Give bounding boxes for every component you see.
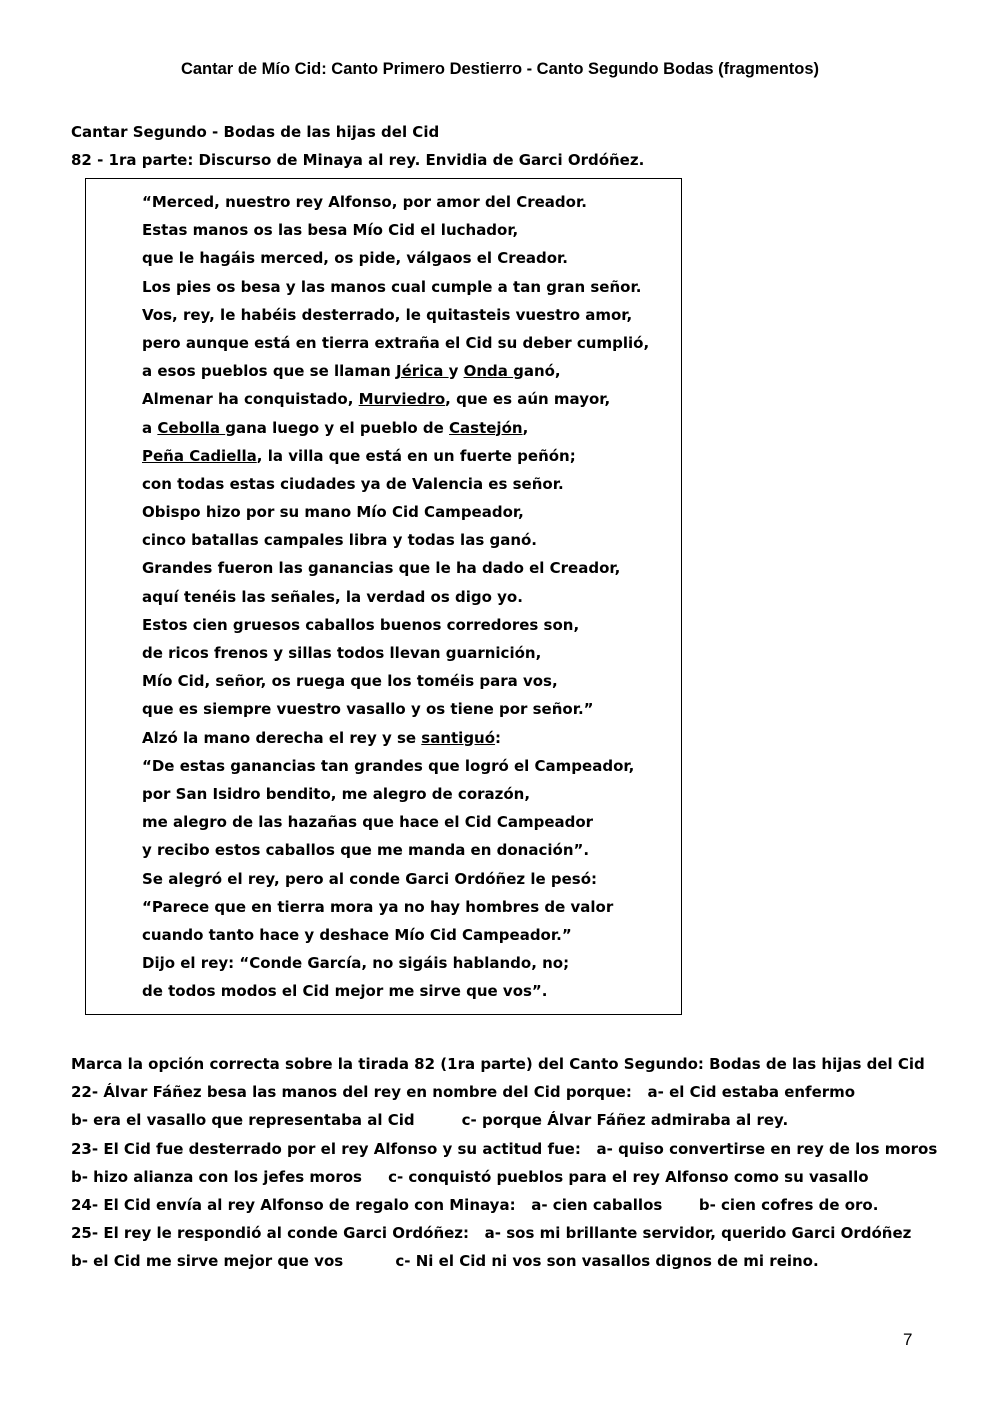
section-subtitle: 82 - 1ra parte: Discurso de Minaya al rey. Envidia de Garci Ordóñez.	[71, 151, 645, 169]
poem-verse	[142, 780, 649, 808]
verse-text: “Merced, nuestro rey Alfonso, por amor del Creador.	[142, 193, 587, 211]
poem-verse	[142, 808, 649, 836]
poem-verse	[142, 752, 649, 780]
underlined-place-name: Castejón	[449, 418, 523, 437]
verse-text: “De estas ganancias tan grandes que logró el Campeador,	[142, 756, 635, 775]
verse-text: que es siempre vuestro vasallo y os tiene por señor.”	[142, 700, 594, 719]
underlined-place-name: santiguó	[421, 728, 496, 747]
verse-text: y recibo estos caballos que me manda en donación”.	[142, 841, 590, 860]
question-line: 24- El Cid envía al rey Alfonso de regalo con Minaya: a- cien caballos b- cien cofres de oro.	[71, 1195, 879, 1214]
poem-verses	[142, 188, 649, 1005]
verse-text: Grandes fueron las ganancias que le ha dado el Creador,	[142, 559, 621, 578]
verse-text: “Parece que en tierra mora ya no hay hombres de valor	[142, 897, 614, 916]
verse-text: por San Isidro bendito, me alegro de corazón,	[142, 784, 531, 803]
verse-text: cuando tanto hace y deshace Mío Cid Campeador.”	[142, 925, 572, 944]
verse-text: ganó,	[513, 362, 561, 381]
verse-text: Obispo hizo por su mano Mío Cid Campeador,	[142, 503, 524, 522]
verse-text: gana luego y el pueblo de	[225, 418, 450, 437]
questions-block	[71, 1050, 937, 1276]
poem-verse	[142, 244, 649, 272]
question-line: 22- Álvar Fáñez besa las manos del rey en nombre del Cid porque: a- el Cid estaba enfermo	[71, 1083, 856, 1102]
poem-verse	[142, 526, 649, 554]
verse-text: Se alegró el rey, pero al conde Garci Ordóñez le pesó:	[142, 869, 598, 888]
question-line: 23- El Cid fue desterrado por el rey Alfonso y su actitud fue: a- quiso convertirse en rey de los moros	[71, 1139, 938, 1158]
question-line: b- el Cid me sirve mejor que vos c- Ni el Cid ni vos son vasallos dignos de mi reino.	[71, 1252, 819, 1271]
verse-text: pero aunque está en tierra extraña el Cid su deber cumplió,	[142, 333, 650, 352]
poem-verse	[142, 695, 649, 723]
verse-text: que le hagáis merced, os pide, válgaos el Creador.	[142, 249, 568, 268]
poem-verse	[142, 921, 649, 949]
poem-verse	[142, 667, 649, 695]
poem-verse	[142, 470, 649, 498]
verse-text: de todos modos el Cid mejor me sirve que vos”.	[142, 982, 548, 1001]
poem-verse	[142, 498, 649, 526]
verse-text: Dijo el rey: “Conde García, no sigáis hablando, no;	[142, 954, 570, 973]
section-title: Cantar Segundo - Bodas de las hijas del Cid	[71, 123, 440, 141]
question-line: b- hizo alianza con los jefes moros c- conquistó pueblos para el rey Alfonso como su vasallo	[71, 1167, 869, 1186]
poem-verse	[142, 385, 649, 413]
page-header: Cantar de Mío Cid: Canto Primero Destierro - Canto Segundo Bodas (fragmentos)	[180, 60, 820, 78]
poem-verse	[142, 414, 649, 442]
verse-text: de ricos frenos y sillas todos llevan guarnición,	[142, 644, 542, 662]
verse-text: Almenar ha conquistado,	[142, 390, 359, 409]
verse-text: Estos cien gruesos caballos buenos corredores son,	[142, 615, 580, 634]
verse-text: Estas manos os las besa Mío Cid el luchador,	[142, 221, 519, 240]
poem-verse	[142, 301, 649, 329]
verse-text: con todas estas ciudades ya de Valencia es señor.	[142, 474, 564, 493]
poem-verse	[142, 188, 649, 216]
verse-text: ,	[522, 418, 529, 437]
poem-verse	[142, 216, 649, 244]
verse-text: a esos pueblos que se llaman	[142, 362, 397, 381]
poem-verse	[142, 836, 649, 864]
underlined-place-name: Peña Cadiella	[142, 446, 257, 465]
underlined-place-name: Murviedro	[358, 390, 446, 409]
verse-text: me alegro de las hazañas que hace el Cid Campeador	[142, 813, 594, 832]
question-line: 25- El rey le respondió al conde Garci Ordóñez: a- sos mi brillante servidor, querido Garci Ordóñez	[71, 1224, 912, 1243]
poem-verse	[142, 893, 649, 921]
verse-text: Alzó la mano derecha el rey y se	[142, 728, 422, 747]
verse-text: , que es aún mayor,	[445, 390, 611, 409]
questions-instruction: Marca la opción correcta sobre la tirada 82 (1ra parte) del Canto Segundo: Bodas de las hijas del Cid	[71, 1055, 925, 1073]
underlined-place-name: Onda	[463, 362, 514, 381]
poem-verse	[142, 273, 649, 301]
poem-verse	[142, 583, 649, 611]
verse-text: Vos, rey, le habéis desterrado, le quitasteis vuestro amor,	[142, 305, 633, 324]
verse-text: aquí tenéis las señales, la verdad os digo yo.	[142, 587, 523, 606]
poem-verse	[142, 329, 649, 357]
verse-text: :	[495, 728, 502, 747]
poem-verse	[142, 554, 649, 582]
question-line: b- era el vasallo que representaba al Cid c- porque Álvar Fáñez admiraba al rey.	[71, 1111, 789, 1130]
underlined-place-name: Cebolla	[157, 418, 226, 437]
poem-verse	[142, 724, 649, 752]
verse-text: , la villa que está en un fuerte peñón;	[256, 446, 576, 465]
poem-verse	[142, 865, 649, 893]
poem-verse	[142, 977, 649, 1005]
poem-verse	[142, 611, 649, 639]
verse-text: Mío Cid, señor, os ruega que los toméis para vos,	[142, 672, 558, 691]
poem-verse	[142, 442, 649, 470]
poem-box	[85, 178, 682, 1015]
page-number: 7	[903, 1330, 913, 1349]
underlined-place-name: Jérica	[396, 362, 449, 381]
verse-text: a	[142, 418, 158, 437]
verse-text: cinco batallas campales libra y todas las ganó.	[142, 531, 538, 550]
poem-verse	[142, 949, 649, 977]
poem-verse	[142, 357, 649, 385]
poem-verse	[142, 639, 649, 667]
verse-text: y	[448, 362, 464, 381]
verse-text: Los pies os besa y las manos cual cumple a tan gran señor.	[142, 277, 642, 296]
